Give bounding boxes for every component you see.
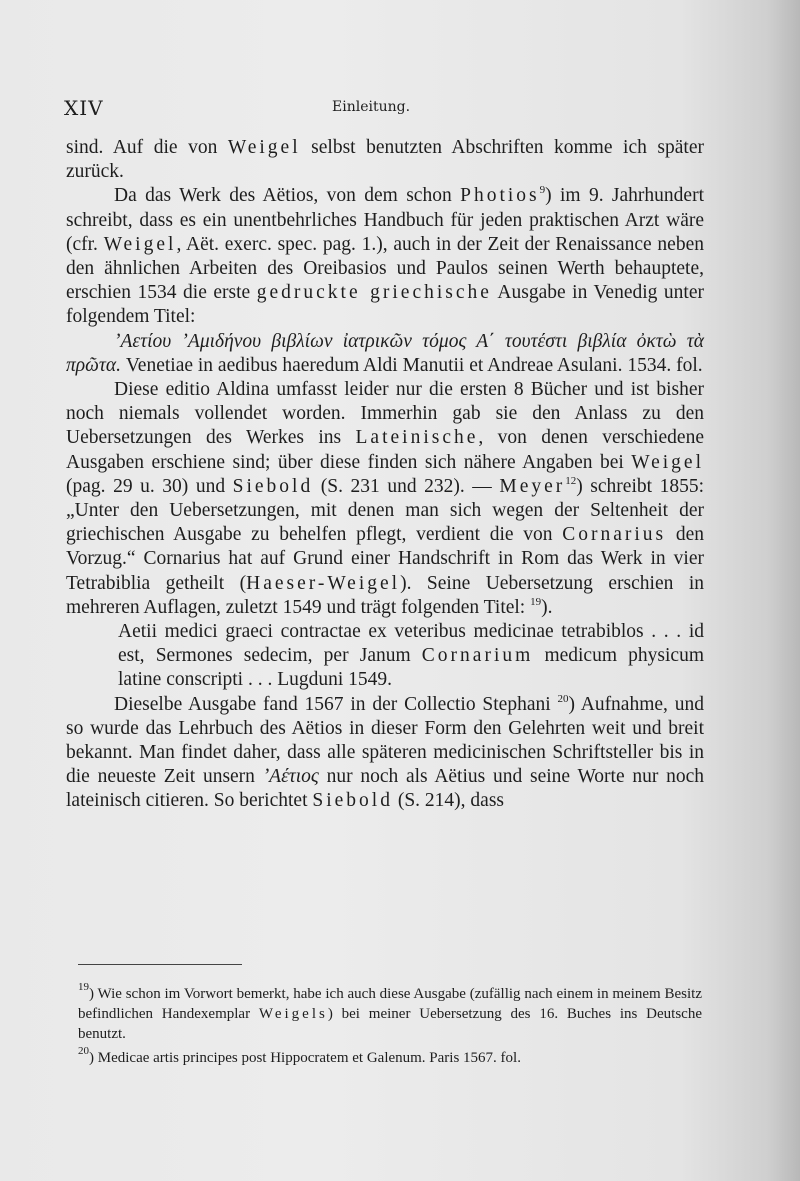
text-run: ) Aufnahme, und so wurde das Lehrbuch des Aëtios in dieser Form den Gelehrten weit und breit bekannt. Man findet daher, dass alle späteren medicinischen Schriftsteller bis in die neueste Zeit unsern [66, 693, 704, 788]
text-run: Da das Werk des Aëtios, von dem schon [114, 185, 461, 207]
text-run: ) Medicae artis principes post Hippocratem et Galenum. Paris 1567. fol. [89, 1050, 521, 1066]
book-title-quote [118, 620, 704, 693]
emphasis: gedruckte griechische [256, 282, 492, 304]
text-run: ) schreibt 1855: „Unter den Uebersetzungen, mit denen man sich wegen der Seltenheit der griechischen Ausgabe zu behelfen pflegt, verdient die von [66, 475, 704, 546]
paragraph [66, 136, 704, 184]
footnote-ref: 9 [539, 184, 546, 197]
page-header [64, 96, 704, 122]
footnote-mark: 20 [78, 1045, 89, 1057]
footnotes [78, 981, 702, 1068]
text-run: (S. 231 und 232). — [313, 475, 500, 497]
author-name: Photios [460, 185, 540, 207]
text-run: sind. Auf die von [66, 137, 228, 158]
text-run: Venetiae in aedibus haeredum Aldi Manutii et Andreae Asulani. 1534. fol. [121, 354, 703, 376]
text-run: den Vorzug.“ Cornarius hat auf Grund einer Handschrift in Rom das Werk in vier Tetrabiblia getheilt ( [66, 524, 705, 594]
text-run: Ausgabe in Venedig unter folgendem Titel: [66, 282, 704, 328]
author-name: Weigel [631, 451, 704, 473]
text-run: , von denen verschiedene Ausgaben erschiene sind; über diese finden sich nähere Angaben bei [66, 427, 704, 473]
running-title: Einleitung. [332, 99, 411, 115]
text-run: selbst benutzten Abschriften komme ich später zurück. [66, 137, 704, 183]
greek-title: ʼΑετίου ʼΑμιδήνου βιβλίων ἰατρικῶν τόμος Α΄ τουτέστι βιβλία ὀκτὼ τὰ πρῶτα. [66, 330, 704, 376]
author-name: Siebold [312, 790, 393, 812]
author-name: Weigels [258, 1006, 328, 1022]
author-name: Siebold [232, 475, 314, 497]
footnote-mark: 19 [78, 981, 89, 993]
text-run: (S. 214), dass [392, 790, 505, 812]
footnote-ref: 20 [557, 692, 569, 705]
author-name: Weigel [227, 137, 301, 158]
body-text [66, 136, 704, 814]
author-name: Haeser-Weigel [246, 572, 401, 594]
text-run: Aetii medici graeci contractae ex veteribus medicinae tetrabiblos . . . id est, Sermones sedecim, per Janum [118, 621, 704, 667]
text-run: medicum physicum latine conscripti . . . Lugduni 1549. [118, 645, 704, 691]
author-name: Meyer [499, 475, 566, 497]
paragraph [66, 378, 704, 620]
footnote-19 [78, 981, 702, 1044]
footnote-ref: 19 [530, 595, 542, 608]
greek-word: ʼΑέτιος [262, 766, 319, 788]
emphasis: Lateinische [355, 427, 479, 449]
author-name: Cornarium [421, 645, 534, 667]
page-number: XIV [64, 96, 104, 120]
author-name: Weigel [103, 233, 177, 255]
author-name: Cornarius [562, 524, 667, 546]
text-run: (pag. 29 u. 30) und [66, 475, 233, 497]
text-run: ). [541, 596, 553, 618]
text-run: nur noch als Aëtius und seine Worte nur noch lateinisch citieren. So berichtet [66, 766, 705, 812]
text-run: ) bei meiner Uebersetzung des 16. Buches ins Deutsche benutzt. [78, 1006, 702, 1042]
text-run: ) Wie schon im Vorwort bemerkt, habe ich auch diese Ausgabe (zufällig nach einem in meinem Besitz befindlichen Handexemplar [78, 986, 702, 1022]
paragraph [66, 330, 704, 378]
text-run: ) im 9. Jahrhundert schreibt, dass es ein unentbehrliches Handbuch für jeden praktischen Arzt wäre (cfr. [66, 185, 704, 255]
footnote-20 [78, 1045, 702, 1068]
paragraph [66, 693, 704, 814]
footnote-rule [78, 964, 242, 965]
text-run: Dieselbe Ausgabe fand 1567 in der Collectio Stephani [114, 693, 558, 715]
footnote-ref: 12 [565, 474, 577, 487]
paragraph [66, 184, 704, 329]
text-run: , Aët. exerc. spec. pag. 1.), auch in der Zeit der Renaissance neben den ähnlichen Arbeiten des Oreibasios und Paulos seinen Werth behauptete, erschien 1534 die erste [66, 233, 704, 304]
text-run: Diese editio Aldina umfasst leider nur die ersten 8 Bücher und ist bisher noch niemals vollendet worden. Immerhin gab sie den Anlass zu den Uebersetzungen des Werkes ins [66, 379, 704, 449]
text-run: ). Seine Uebersetzung erschien in mehreren Auflagen, zuletzt 1549 und trägt folgenden Titel: [66, 572, 705, 618]
